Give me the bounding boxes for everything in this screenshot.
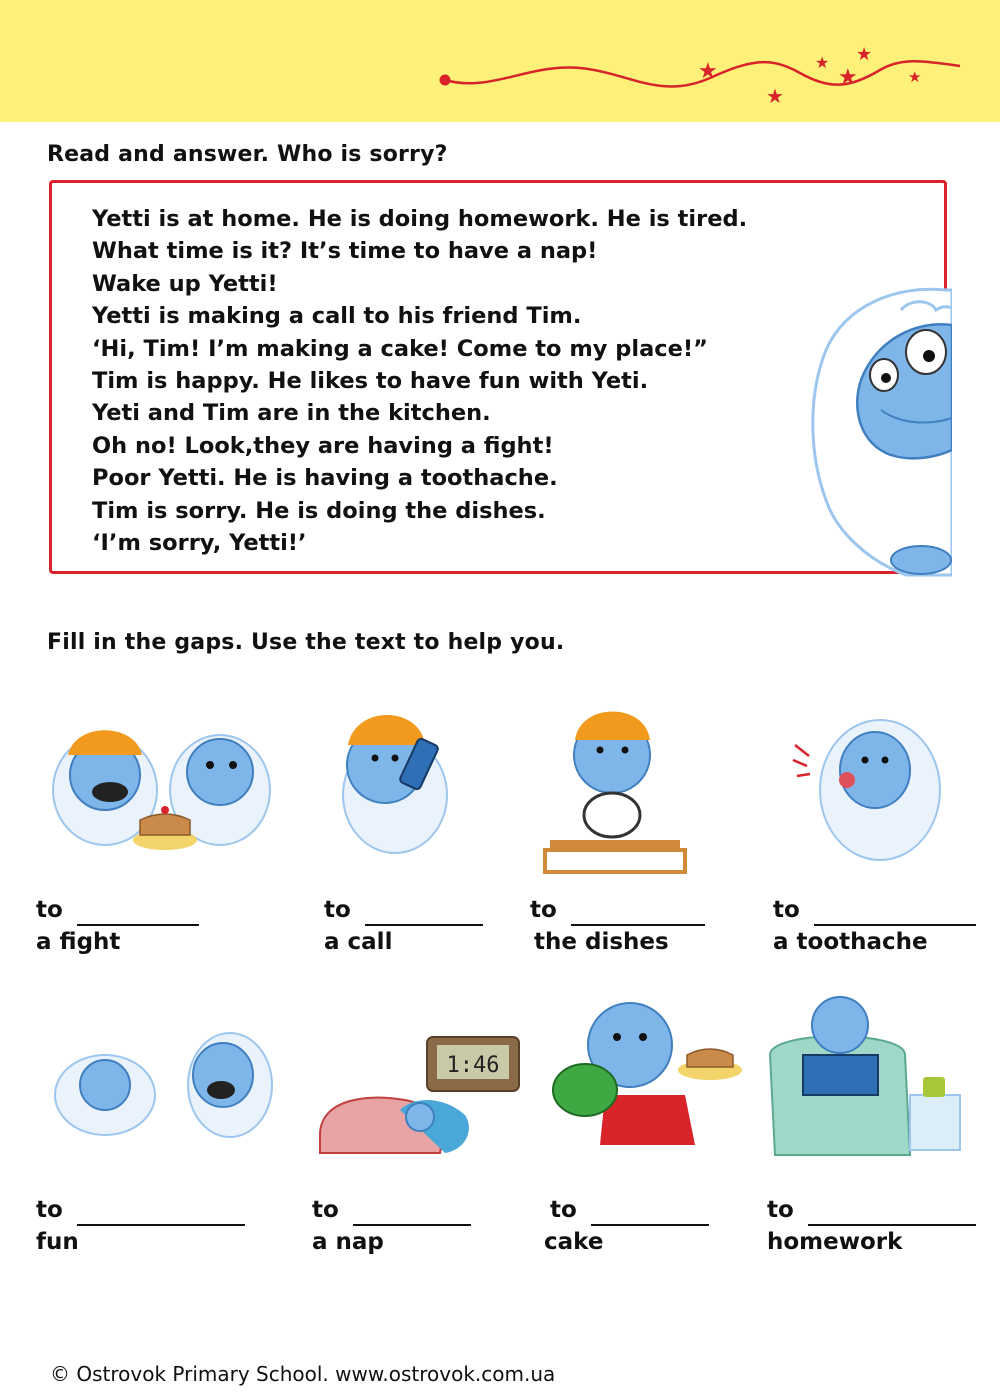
yeti-on-phone-illustration <box>330 700 460 860</box>
fill-instruction: Fill in the gaps. Use the text to help you. <box>47 630 565 655</box>
svg-text:★: ★ <box>838 65 858 90</box>
gap-prefix: to <box>773 897 800 923</box>
header-banner <box>0 0 1000 122</box>
story-text <box>92 203 832 559</box>
gap-prefix: to <box>324 897 351 923</box>
answer-blank[interactable] <box>591 1202 709 1226</box>
gap-item <box>544 1194 709 1258</box>
gap-phrase: a fight <box>36 929 121 955</box>
gap-prefix: to <box>36 1197 63 1223</box>
yeti-with-toothache-illustration <box>785 700 960 868</box>
read-instruction: Read and answer. Who is sorry? <box>47 142 448 167</box>
gap-prefix: to <box>767 1197 794 1223</box>
story-line: Yetti is making a call to his friend Tim. <box>92 303 582 330</box>
gap-prefix: to <box>550 1197 577 1223</box>
gap-phrase: a call <box>324 929 393 955</box>
gap-prefix: to <box>36 897 63 923</box>
gap-phrase: fun <box>36 1229 79 1255</box>
answer-blank[interactable] <box>77 902 199 926</box>
story-line: Wake up Yetti! <box>92 270 278 297</box>
story-line: Yeti and Tim are in the kitchen. <box>92 400 491 427</box>
copyright-footer: © Ostrovok Primary School. www.ostrovok.com.ua <box>50 1362 556 1386</box>
story-line: What time is it? It’s time to have a nap! <box>92 238 598 265</box>
yetis-fighting-illustration <box>30 700 305 860</box>
gap-phrase: the dishes <box>534 929 669 955</box>
svg-text:★: ★ <box>908 68 922 86</box>
gap-prefix: to <box>530 897 557 923</box>
gap-item <box>312 1194 471 1258</box>
svg-text:★: ★ <box>815 53 830 72</box>
yeti-doing-homework-illustration <box>765 985 965 1165</box>
svg-text:★: ★ <box>698 59 718 84</box>
svg-text:★: ★ <box>856 44 873 65</box>
yeti-napping-illustration <box>315 1035 525 1165</box>
yetis-having-fun-illustration <box>25 1015 275 1145</box>
yeti-washing-dishes-illustration <box>540 700 690 880</box>
answer-blank[interactable] <box>353 1202 471 1226</box>
clock-display: 1:46 <box>446 1053 500 1078</box>
gap-item <box>767 1194 976 1258</box>
gap-phrase: a nap <box>312 1229 384 1255</box>
answer-blank[interactable] <box>77 1202 245 1226</box>
story-line: ‘I’m sorry, Yetti!’ <box>92 529 307 556</box>
gap-item <box>773 894 976 958</box>
gap-phrase: homework <box>767 1229 903 1255</box>
gap-item <box>36 1194 245 1258</box>
story-line: Tim is sorry. He is doing the dishes. <box>92 497 546 524</box>
gap-phrase: cake <box>544 1229 604 1255</box>
story-line: Tim is happy. He likes to have fun with Yeti. <box>92 367 649 394</box>
answer-blank[interactable] <box>814 902 976 926</box>
gap-item <box>530 894 705 958</box>
answer-blank[interactable] <box>365 902 483 926</box>
yeti-peeking-illustration <box>806 280 952 580</box>
story-line: Oh no! Look,they are having a fight! <box>92 432 554 459</box>
story-line: Yetti is at home. He is doing homework. He is tired. <box>92 206 748 232</box>
story-line: Poor Yetti. He is having a toothache. <box>92 465 558 492</box>
gap-item <box>324 894 483 958</box>
gap-phrase: a toothache <box>773 929 928 955</box>
answer-blank[interactable] <box>808 1202 976 1226</box>
story-line: ‘Hi, Tim! I’m making a cake! Come to my place!” <box>92 335 708 362</box>
gap-prefix: to <box>312 1197 339 1223</box>
answer-blank[interactable] <box>571 902 705 926</box>
svg-text:★: ★ <box>766 84 784 108</box>
gap-item <box>36 894 199 958</box>
decorative-ribbon-with-stars <box>420 38 980 108</box>
yeti-making-cake-illustration <box>545 985 745 1165</box>
